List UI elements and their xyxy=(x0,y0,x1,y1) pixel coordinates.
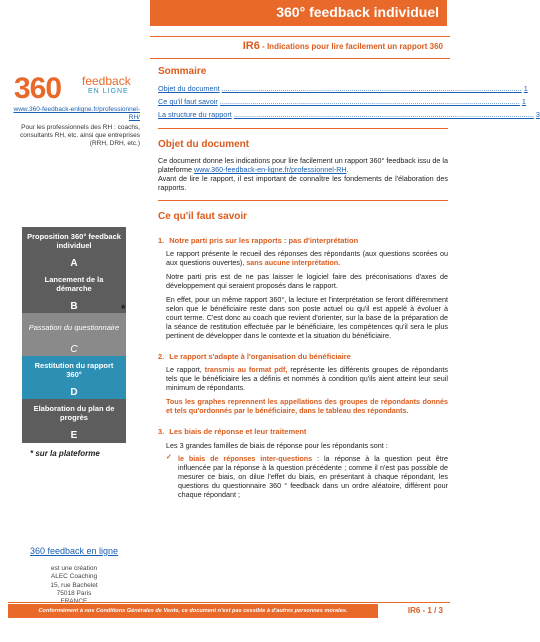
step-c-label: Passation du questionnaire xyxy=(22,313,126,343)
section-2-text: Le rapport, xyxy=(166,365,205,375)
step-e-letter: E xyxy=(22,429,126,443)
header-bar xyxy=(0,0,453,26)
section-3-heading xyxy=(158,427,448,436)
toc-leader: .................................................................................................................................................... xyxy=(233,110,534,120)
creator-block xyxy=(8,546,140,606)
brand-logo xyxy=(8,68,140,108)
logo-sub: EN LIGNE xyxy=(88,88,129,95)
step-d-label: Restitution du rapport 360° xyxy=(22,356,126,386)
platform-note-star: * xyxy=(30,449,34,458)
sidebar-website-link[interactable]: www.360-feedback-enligne.fr/professionnel-RH/ xyxy=(13,106,140,122)
document-title: 360° feedback individuel xyxy=(276,4,439,20)
logo-word: feedback xyxy=(82,74,131,88)
section-3-title: Les biais de réponse et leur traitement xyxy=(169,427,307,437)
header-rule xyxy=(150,36,450,37)
toc-item[interactable] xyxy=(158,83,528,96)
page-count: - 1 / 3 xyxy=(420,606,443,615)
objet-text-end: . xyxy=(346,165,349,174)
toc-leader: .................................................................................................................................................... xyxy=(221,84,522,94)
creator-line-4: 75018 Paris xyxy=(56,589,92,597)
step-a-letter: A xyxy=(22,257,126,271)
document-subtitle xyxy=(243,40,443,54)
footer xyxy=(0,604,453,620)
creator-line-1: est une création xyxy=(50,565,98,573)
step-d-letter: D xyxy=(22,386,126,400)
document-subtitle-text: - Indications pour lire facilement un rapport 360 xyxy=(259,42,443,51)
toc-list xyxy=(158,83,540,122)
page-number xyxy=(408,606,443,616)
section-2-paragraph-1 xyxy=(166,365,448,392)
section-2-title: Le rapport s'adapte à l'organisation du bénéficiaire xyxy=(169,351,351,361)
section-1-paragraph-2: Notre parti pris est de ne pas laisser le logiciel faire des préconisations d'axes de développement qui seraient proposés dans le rapport. xyxy=(166,271,448,290)
section-1-number: 1. xyxy=(158,235,165,245)
toc-item[interactable] xyxy=(158,109,540,122)
sidebar-audience-text: Pour les professionnels des RH : coachs, consultants RH, etc. ainsi que entreprises (RRH, DRH, etc.) xyxy=(20,124,140,148)
page-code: IR6 xyxy=(407,606,421,615)
section-1-heading xyxy=(158,236,448,245)
step-e xyxy=(22,399,126,443)
footer-notice: Conformément à nos Conditions Générales de Vente, ce document n'est pas cessible à d'autres personnes morales. xyxy=(8,604,378,618)
section-2-text-end: représente les différents groupes de répondants tels que le bénéficiaire les a définis et nommés à condition qu'ils aient atteint leur seuil minimum de répondants. xyxy=(166,365,449,393)
savoir-title: Ce qu'il faut savoir xyxy=(158,211,248,222)
section-3-paragraph-1: Les 3 grandes familles de biais de réponse pour les répondants sont : xyxy=(166,440,388,450)
brand-link[interactable]: 360 feedback en ligne xyxy=(29,546,119,556)
objet-title: Objet du document xyxy=(158,138,250,150)
toc-leader: .................................................................................................................................................... xyxy=(219,97,520,107)
section-divider xyxy=(158,200,448,201)
document-code: IR6 xyxy=(242,40,260,52)
toc-item-label: La structure du rapport xyxy=(158,110,232,120)
section-divider xyxy=(158,128,448,129)
platform-note-text: sur la plateforme xyxy=(35,449,100,458)
toc-item-page: 1 xyxy=(523,84,528,94)
toc-title: Sommaire xyxy=(158,66,207,77)
footer-rule xyxy=(8,602,450,603)
platform-link[interactable]: www.360-feedback-en-ligne.fr/professionnel-RH xyxy=(193,165,347,174)
creator-line-2: ALEC Coaching xyxy=(50,573,98,581)
section-1-emphasis: sans aucune interprétation. xyxy=(246,257,341,267)
toc-item[interactable] xyxy=(158,96,526,109)
check-icon: ✓ xyxy=(166,453,172,461)
bias-item-text xyxy=(178,454,448,499)
logo-number: 360 xyxy=(14,72,62,105)
section-1-paragraph-3: En effet, pour un même rapport 360°, la lecture et l'interprétation se feront différemment selon que le bénéficiaire reste dans son poste actuel ou qu'il est appelé à évoluer à court terme. C'est donc au coach que revient d'orienter, sur la base de la préparation de la séance de restitution effectuée par le bénéficiaire, les compétences qu'il sera le plus pertinent de développer dans le contexte et la situation du bénéficiaire. xyxy=(166,294,448,340)
toc-item-page: 1 xyxy=(521,97,526,107)
sidebar xyxy=(8,68,140,148)
section-2-highlight: Tous les graphes reprennent les appellations des groupes de répondants donnés et tels qu'ordonnés par le bénéficiaire, dans le tableau des répondants. xyxy=(166,397,448,416)
objet-paragraph-1 xyxy=(158,156,448,174)
step-a-label: Proposition 360° feedback individuel xyxy=(22,227,126,257)
toc-item-page: 3 xyxy=(535,110,540,120)
objet-text: Ce document donne les indications pour lire facilement un rapport 360° feedback issu de la plateforme xyxy=(158,156,448,174)
toc-item-label: Ce qu'il faut savoir xyxy=(158,97,218,107)
step-b-letter: B xyxy=(22,300,126,314)
main-content xyxy=(158,66,540,499)
section-2-heading xyxy=(158,352,448,361)
creator-line-3: 15, rue Bachelet xyxy=(50,581,98,589)
step-c-letter: C xyxy=(22,343,126,357)
step-b-label: Lancement de la démarche xyxy=(22,270,126,300)
section-1-paragraph-1 xyxy=(166,249,448,267)
step-c-star: * xyxy=(121,302,126,316)
platform-note xyxy=(30,449,100,459)
toc-item-label: Objet du document xyxy=(158,84,220,94)
step-e-label: Elaboration du plan de progrès xyxy=(22,399,126,429)
section-1-title: Notre parti pris sur les rapports : pas d'interprétation xyxy=(169,235,359,245)
section-3-number: 3. xyxy=(158,427,165,437)
subtitle-rule xyxy=(150,58,450,59)
bias-item-emphasis: le biais de réponses inter-questions xyxy=(178,453,313,463)
section-2-emphasis: transmis au format pdf, xyxy=(204,365,288,375)
objet-paragraph-2: Avant de lire le rapport, il est important de connaître les fondements de l'élaboration des rapports. xyxy=(158,174,448,192)
bias-list-item xyxy=(166,454,448,499)
bias-item-rest: : la réponse à la question peut être influencée par la réponse à la question précédente ; comme il n'est pas possible de mesurer ce biais, on dilue l'effet du biais, en présentant à chaque répondant, les questions du questionnaire 360 ° feedback dans un ordre aléatoire, différent pour chaque répondant ; xyxy=(178,453,448,499)
section-1-text: Le rapport présente le recueil des réponses des répondants (aux questions scorées ou aux questions ouvertes), xyxy=(166,248,448,267)
section-2-number: 2. xyxy=(158,351,165,361)
